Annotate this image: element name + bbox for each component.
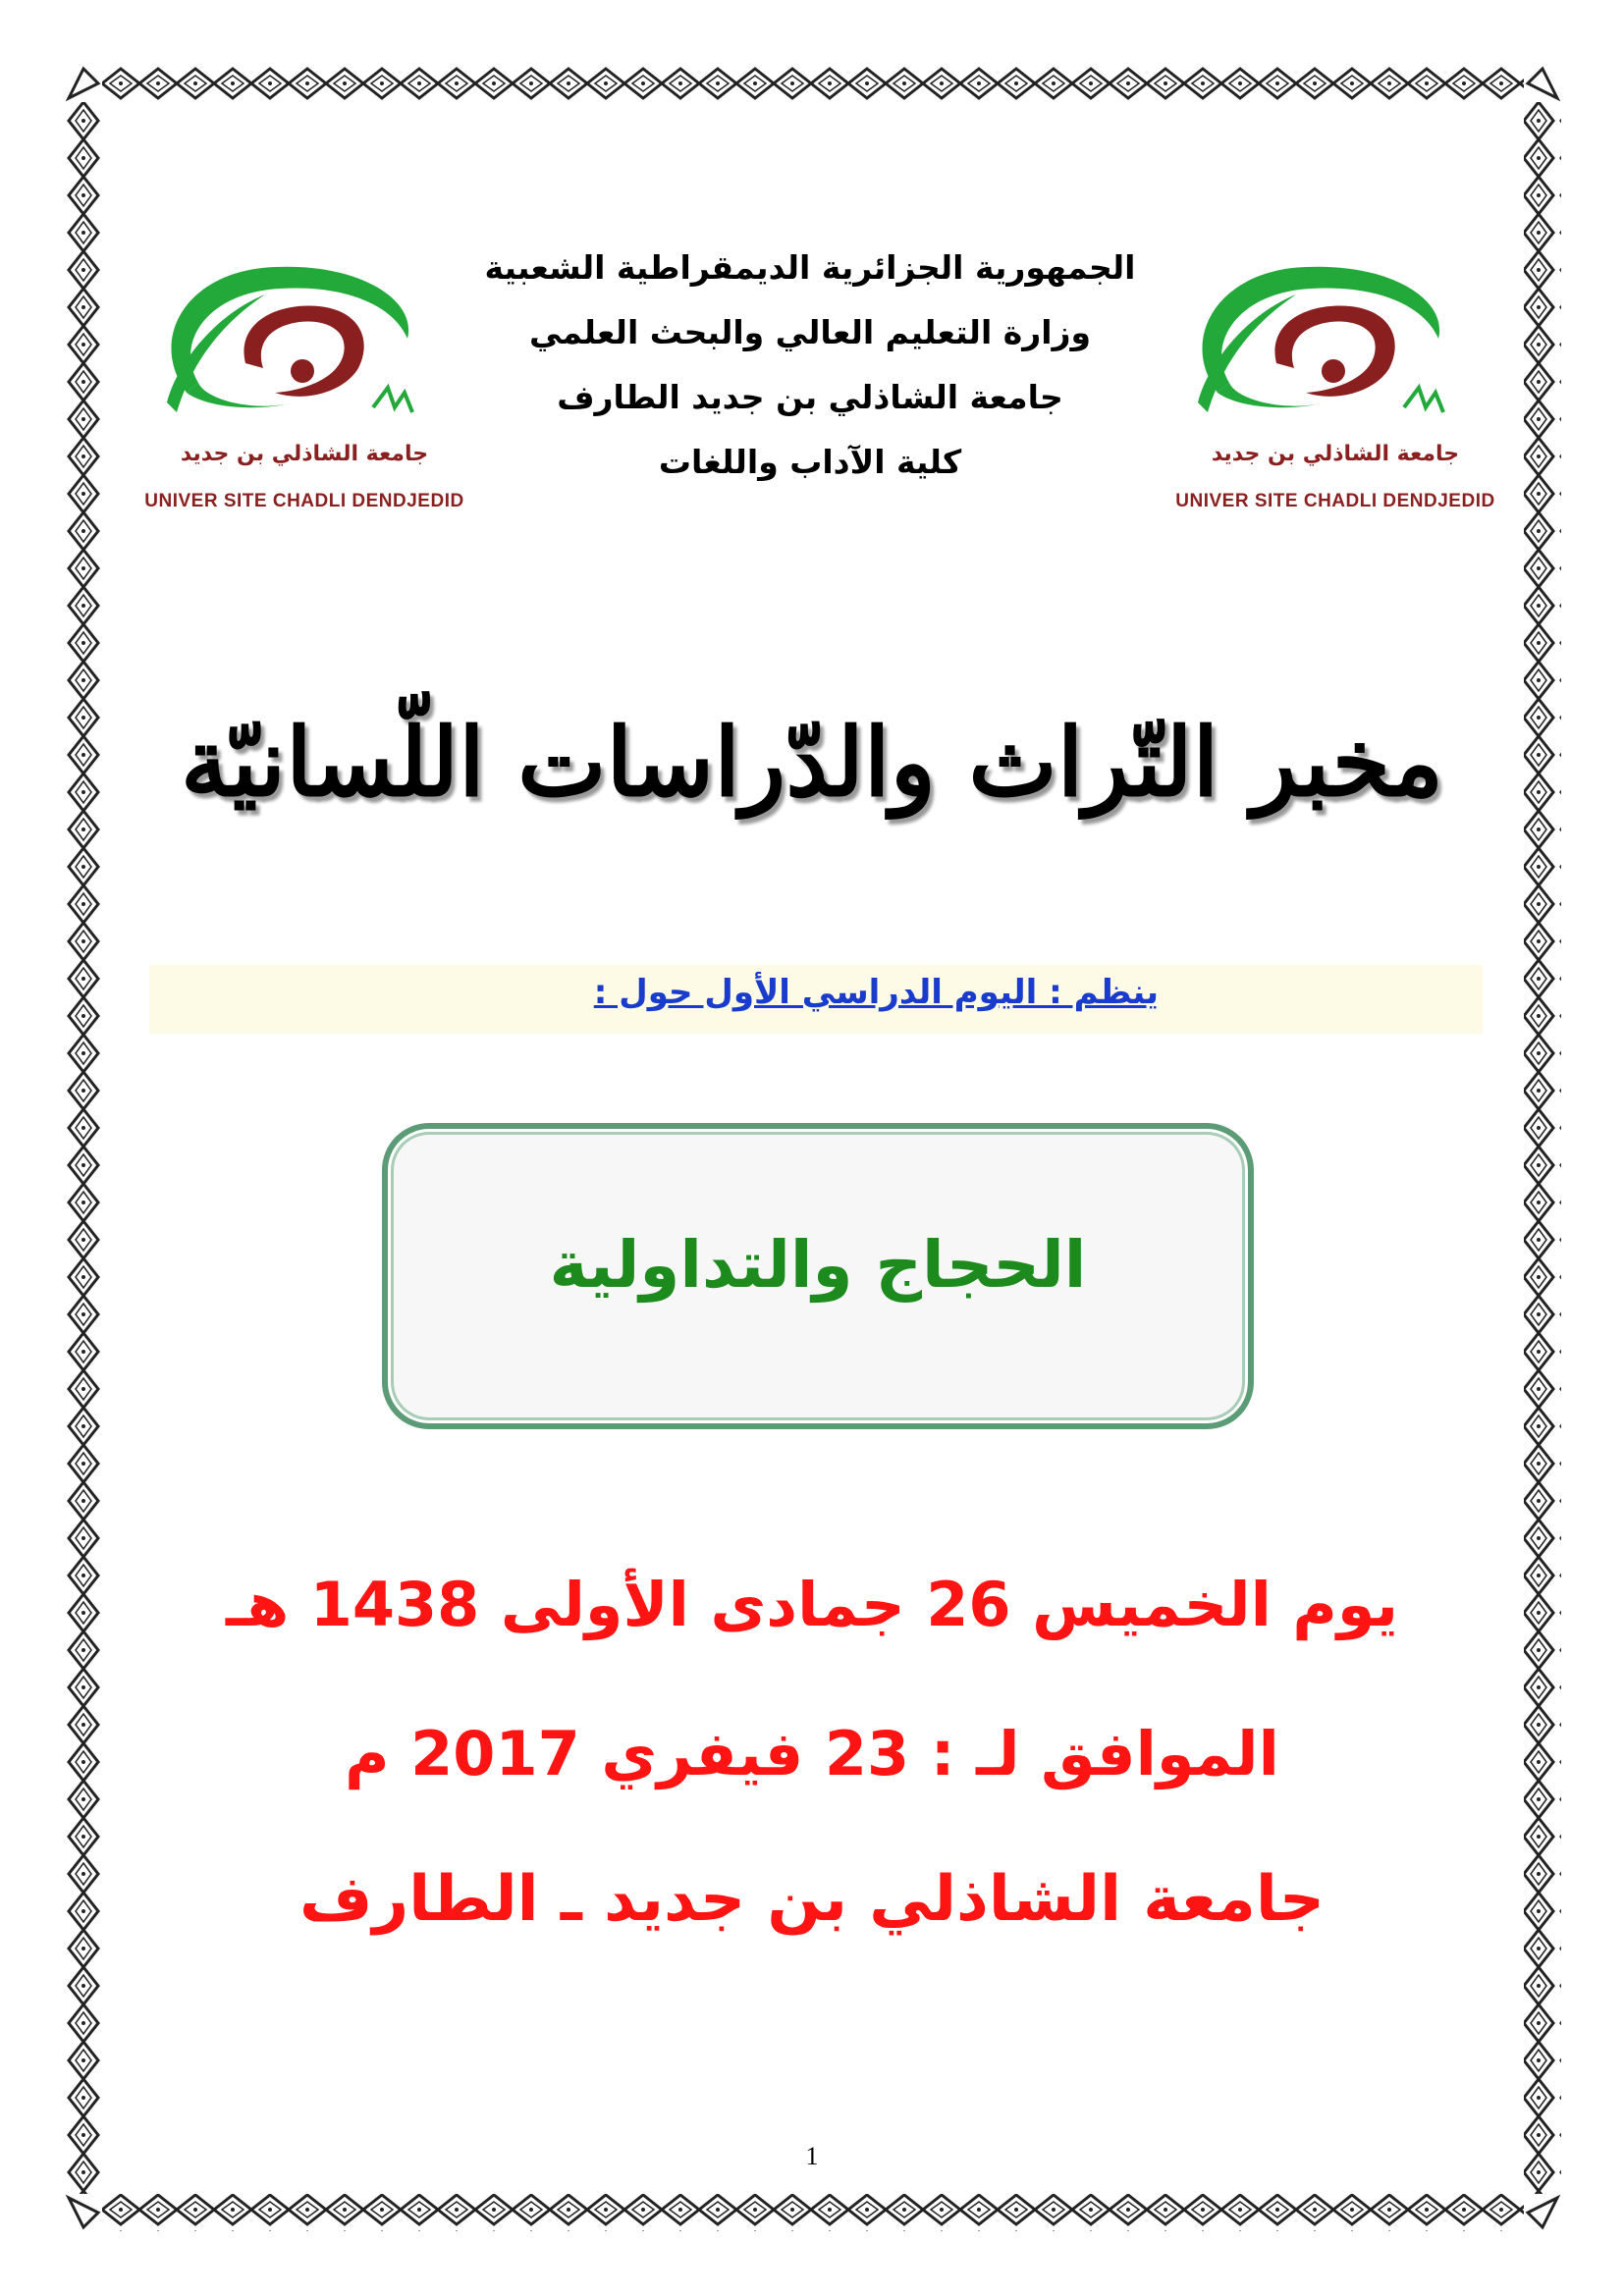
- organizer-link[interactable]: ينظم : اليوم الدراسي الأول حول :: [593, 973, 1159, 1012]
- university-emblem-icon: [1178, 245, 1492, 442]
- logo-french-name: UNIVER SITE CHADLI DENDJEDID: [1175, 491, 1495, 511]
- faculty-name: كلية الآداب واللغات: [658, 443, 962, 481]
- topic-box: [382, 1123, 1254, 1429]
- page-number: 1: [805, 2142, 819, 2170]
- study-day-topic: الحجاج والتداولية: [549, 1227, 1087, 1303]
- organizer-banner: [149, 965, 1483, 1034]
- hijri-date: يوم الخميس 26 جمادى الأولى 1438 هـ: [226, 1569, 1398, 1640]
- gregorian-date: الموافق لـ : 23 فيفري 2017 م: [345, 1718, 1279, 1789]
- university-emblem-icon: [147, 245, 461, 442]
- logo-arabic-name: جامعة الشاذلي بن جديد: [1211, 442, 1460, 466]
- lab-title: مخبر التّراث والدّراسات اللّسانيّة: [180, 707, 1443, 818]
- republic-name: الجمهورية الجزائرية الديمقراطية الشعبية: [484, 248, 1136, 287]
- institution-header: [471, 236, 1149, 495]
- ministry-name: وزارة التعليم العالي والبحث العلمي: [528, 313, 1092, 351]
- venue: جامعة الشاذلي بن جديد ـ الطارف: [299, 1863, 1325, 1936]
- university-logo-left: [128, 245, 481, 511]
- logo-french-name: UNIVER SITE CHADLI DENDJEDID: [144, 491, 464, 511]
- logo-arabic-name: جامعة الشاذلي بن جديد: [180, 442, 429, 466]
- university-logo-right: [1159, 245, 1512, 511]
- university-name: جامعة الشاذلي بن جديد الطارف: [557, 378, 1063, 416]
